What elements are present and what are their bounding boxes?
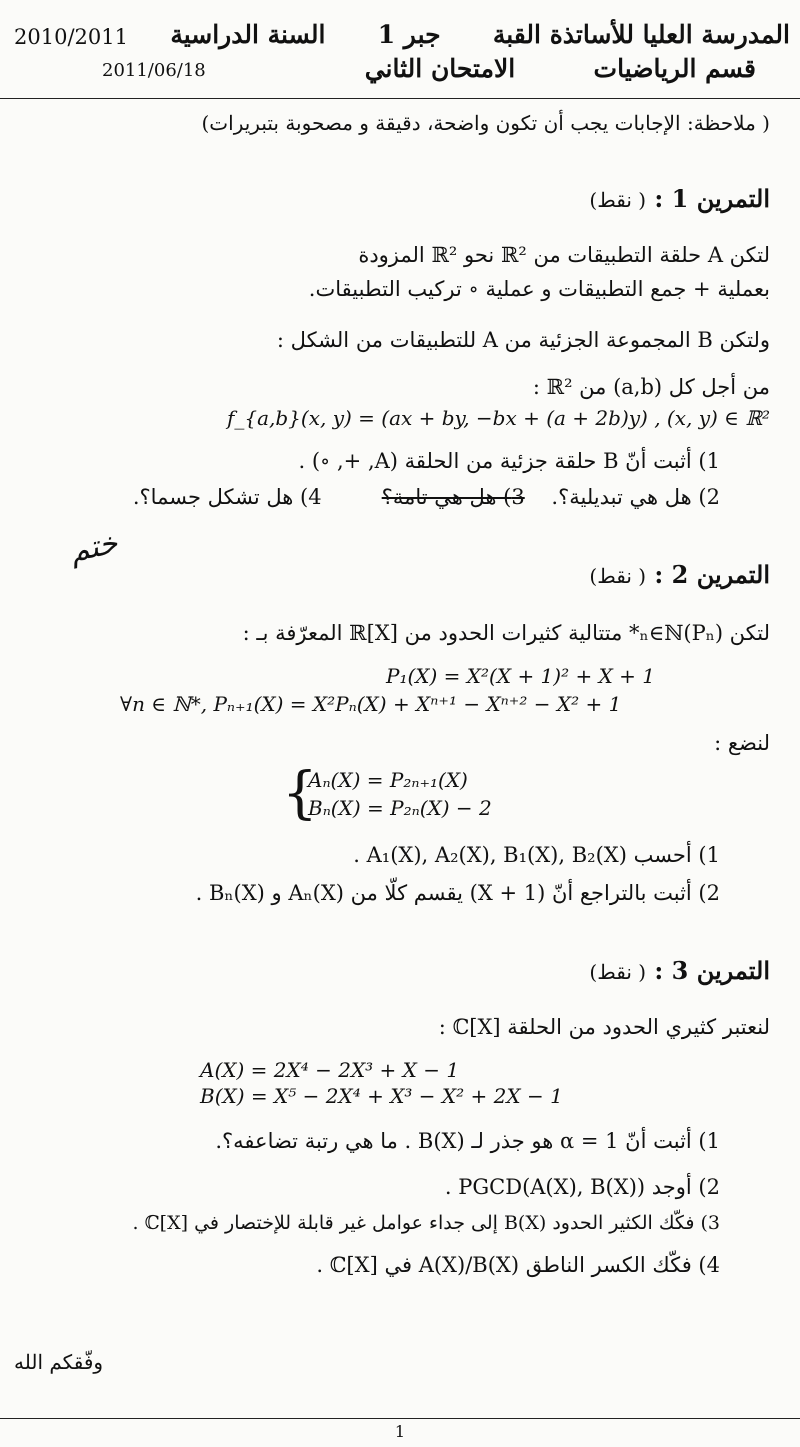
ex2-system-brace: { <box>282 761 318 826</box>
ex3-line-1: لنعتبر كثيري الحدود من الحلقة ℂ[X] : <box>438 1015 770 1039</box>
ex2-system-2: Bₙ(X) = P₂ₙ(X) − 2 <box>308 796 492 820</box>
ex3-q2: 2) أوجد PGCD(A(X), B(X)) . <box>444 1175 720 1199</box>
ex3-q4: 4) فكّك الكسر الناطق A(X)/B(X) في ℂ[X] . <box>316 1253 720 1277</box>
ex1-line-2: بعملية + جمع التطبيقات و عملية ∘ تركيب التطبيقات. <box>308 277 770 301</box>
header-line-2 <box>170 52 756 86</box>
ex1-q1: 1) أثبت أنّ B حلقة جزئية من الحلقة (A, +, ∘) . <box>298 449 720 473</box>
ex1-q3-struck: 3) هل هي تامة؟ <box>381 485 525 509</box>
year-label: السنة الدراسية <box>170 20 326 49</box>
ex2-title: التمرين 2 : ( نقط) <box>589 560 770 589</box>
ex1-line-3: ولتكن B المجموعة الجزئية من A للتطبيقات من الشكل : <box>276 328 770 352</box>
ex3-title: التمرين 3 : ( نقط) <box>589 956 770 985</box>
ex2-line-2: لنضع : <box>714 731 770 755</box>
ex1-title: التمرين 1 : ( نقط) <box>589 184 770 213</box>
ex3-formula-1: A(X) = 2X⁴ − 2X³ + X − 1 <box>200 1058 460 1082</box>
header-right <box>170 18 790 86</box>
ex2-formula-1: P₁(X) = X²(X + 1)² + X + 1 <box>386 664 656 688</box>
ex1-points: ( نقط) <box>589 188 647 212</box>
footer-divider <box>0 1418 800 1419</box>
header-line-1 <box>170 18 790 52</box>
department: قسم الرياضيات <box>593 54 756 83</box>
ex1-q2: 2) هل هي تبديلية؟. <box>551 485 720 509</box>
ex3-q3: 3) فكّك الكثير الحدود B(X) إلى جداء عوامل غير قابلة للإختصار في ℂ[X] . <box>132 1212 720 1234</box>
ex2-line-1: لتكن (Pₙ)ₙ∈ℕ* متتالية كثيرات الحدود من ℝ[X] المعرّفة بـ : <box>242 621 770 645</box>
ex2-system-1: Aₙ(X) = P₂ₙ₊₁(X) <box>308 768 468 792</box>
school-year: 2010/2011 <box>14 25 128 49</box>
ex2-q1: 1) أحسب A₁(X), A₂(X), B₁(X), B₂(X) . <box>353 843 720 867</box>
subject: جبر 1 <box>377 20 441 49</box>
ex3-q1: 1) أثبت أنّ α = 1 هو جذر لـ B(X) . ما هي رتبة تضاعفه؟. <box>215 1129 720 1153</box>
exam-date: 2011/06/18 <box>102 60 206 81</box>
exam-name: الامتحان الثاني <box>364 54 516 83</box>
note: ( ملاحظة: الإجابات يجب أن تكون واضحة، دقيقة و مصحوبة بتبريرات) <box>201 111 770 135</box>
handwritten-signature: ختم <box>66 525 121 570</box>
school-name: المدرسة العليا للأساتذة القبة <box>492 20 790 49</box>
ex1-q4: 4) هل تشكل جسما؟. <box>132 485 322 509</box>
ex2-points: ( نقط) <box>589 564 647 588</box>
ex3-formula-2: B(X) = X⁵ − 2X⁴ + X³ − X² + 2X − 1 <box>200 1084 563 1108</box>
header-divider <box>0 98 800 99</box>
ex2-q2: 2) أثبت بالتراجع أنّ (X + 1) يقسم كلّا من Aₙ(X) و Bₙ(X) . <box>195 881 720 905</box>
ex1-formula: f_{a,b}(x, y) = (ax + by, −bx + (a + 2b)y) , (x, y) ∈ ℝ² <box>226 406 770 430</box>
header-left <box>14 20 206 88</box>
page-number: 1 <box>394 1422 406 1441</box>
ex1-q2-row <box>133 482 720 512</box>
ex1-line-4: من أجل كل (a,b) من ℝ² : <box>532 375 770 399</box>
ex3-points: ( نقط) <box>589 960 647 984</box>
closing-text: وفّقكم الله <box>14 1350 104 1374</box>
ex2-formula-2: ∀n ∈ ℕ*, Pₙ₊₁(X) = X²Pₙ(X) + Xⁿ⁺¹ − Xⁿ⁺² − X² + 1 <box>120 692 622 716</box>
ex1-line-1: لتكن A حلقة التطبيقات من ℝ² نحو ℝ² المزودة <box>358 243 770 267</box>
